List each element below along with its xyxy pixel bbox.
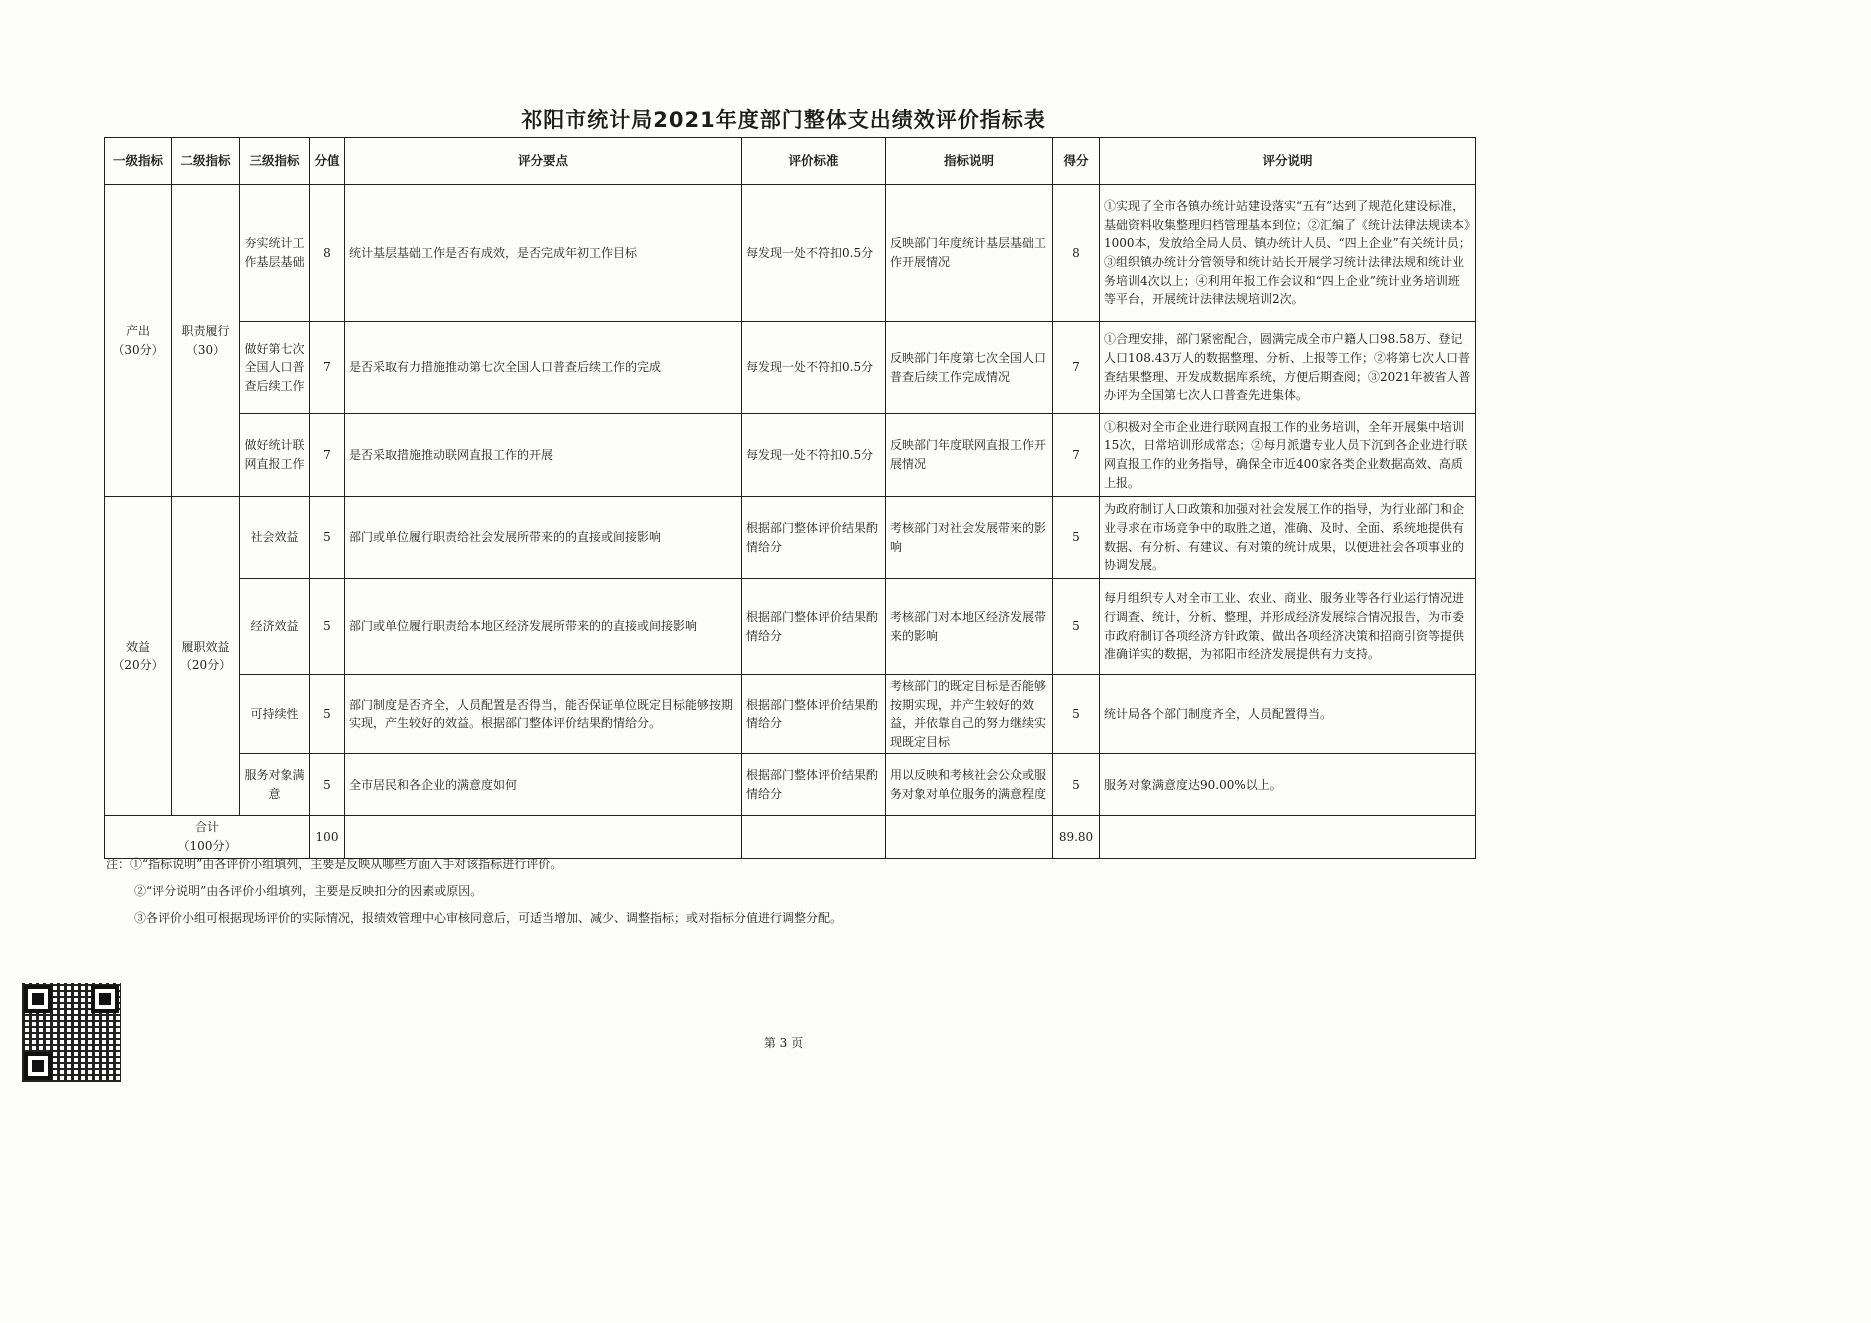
- header-level1: 一级指标: [105, 138, 172, 185]
- total-empty-cell: [742, 816, 886, 858]
- header-standard: 评价标准: [742, 138, 886, 185]
- standard-cell: 每发现一处不符扣0.5分: [742, 414, 886, 497]
- remarks-cell: ①合理安排，部门紧密配合，圆满完成全市户籍人口98.58万、登记人口108.43万人的数据整理、分析、上报等工作；②将第七次人口普查结果整理、开发成数据库系统，方便后期查阅；③2021年被省人普办评为全国第七次人口普查先进集体。: [1100, 322, 1476, 414]
- standard-cell: 每发现一处不符扣0.5分: [742, 185, 886, 322]
- score-value-cell: 8: [310, 185, 345, 322]
- key-points-cell: 部门或单位履行职责给本地区经济发展所带来的的直接或间接影响: [345, 579, 742, 675]
- remarks-cell: ①实现了全市各镇办统计站建设落实“五有”达到了规范化建设标准，基础资料收集整理归档管理基本到位；②汇编了《统计法律法规读本》1000本，发放给全局人员、镇办统计人员、“四上企业”有关统计员；③组织镇办统计分管领导和统计站长开展学习统计法律法规和统计业务培训4次以上；④利用年报工作会议和“四上企业”统计业务培训班等平台，开展统计法律法规培训2次。: [1100, 185, 1476, 322]
- qr-code-icon: [22, 983, 121, 1082]
- performance-indicator-table: [104, 137, 1476, 859]
- table-header-row: [105, 138, 1476, 185]
- remarks-cell: ①积极对全市企业进行联网直报工作的业务培训，全年开展集中培训15次，日常培训形成常态；②每月派遣专业人员下沉到各企业进行联网直报工作的业务指导，确保全市近400家各类企业数据高效、高质上报。: [1100, 414, 1476, 497]
- key-points-cell: 部门或单位履行职责给社会发展所带来的的直接或间接影响: [345, 497, 742, 579]
- level1-benefit: 效益 （20分）: [105, 497, 172, 816]
- score-value-cell: 5: [310, 754, 345, 816]
- table-row: [105, 322, 1476, 414]
- score-cell: 5: [1053, 754, 1100, 816]
- standard-cell: 每发现一处不符扣0.5分: [742, 322, 886, 414]
- table-row: [105, 675, 1476, 754]
- header-key-points: 评分要点: [345, 138, 742, 185]
- level2-performance-benefit: 履职效益 （20分）: [172, 497, 240, 816]
- score-value-cell: 5: [310, 579, 345, 675]
- level3-cell: 做好统计联网直报工作: [240, 414, 310, 497]
- header-level3: 三级指标: [240, 138, 310, 185]
- level1-output: 产出 （30分）: [105, 185, 172, 497]
- level3-cell: 经济效益: [240, 579, 310, 675]
- key-points-cell: 统计基层基础工作是否有成效，是否完成年初工作目标: [345, 185, 742, 322]
- remarks-cell: 服务对象满意度达90.00%以上。: [1100, 754, 1476, 816]
- table-row: [105, 185, 1476, 322]
- standard-cell: 根据部门整体评价结果酌情给分: [742, 675, 886, 754]
- total-score-value: 100: [310, 816, 345, 858]
- level3-cell: 做好第七次全国人口普查后续工作: [240, 322, 310, 414]
- note-2: ②“评分说明”由各评价小组填列，主要是反映扣分的因素或原因。: [134, 884, 483, 898]
- header-remarks: 评分说明: [1100, 138, 1476, 185]
- score-cell: 7: [1053, 322, 1100, 414]
- table-row: [105, 497, 1476, 579]
- score-cell: 8: [1053, 185, 1100, 322]
- standard-cell: 根据部门整体评价结果酌情给分: [742, 497, 886, 579]
- standard-cell: 根据部门整体评价结果酌情给分: [742, 754, 886, 816]
- level3-cell: 可持续性: [240, 675, 310, 754]
- explanation-cell: 用以反映和考核社会公众或服务对象对单位服务的满意程度: [886, 754, 1053, 816]
- note-1: 注：①“指标说明”由各评价小组填列，主要是反映从哪些方面入手对该指标进行评价。: [106, 857, 563, 871]
- remarks-cell: 每月组织专人对全市工业、农业、商业、服务业等各行业运行情况进行调查、统计，分析、整理，并形成经济发展综合情况报告，为市委市政府制订各项经济方针政策、做出各项经济决策和招商引资等提供准确详实的数据，为祁阳市经济发展提供有力支持。: [1100, 579, 1476, 675]
- score-value-cell: 7: [310, 322, 345, 414]
- header-explanation: 指标说明: [886, 138, 1053, 185]
- explanation-cell: 反映部门年度联网直报工作开展情况: [886, 414, 1053, 497]
- score-cell: 5: [1053, 579, 1100, 675]
- key-points-cell: 是否采取措施推动联网直报工作的开展: [345, 414, 742, 497]
- total-empty-cell: [886, 816, 1053, 858]
- score-value-cell: 7: [310, 414, 345, 497]
- explanation-cell: 考核部门对本地区经济发展带来的影响: [886, 579, 1053, 675]
- key-points-cell: 是否采取有力措施推动第七次全国人口普查后续工作的完成: [345, 322, 742, 414]
- key-points-cell: 全市居民和各企业的满意度如何: [345, 754, 742, 816]
- score-cell: 5: [1053, 497, 1100, 579]
- score-value-cell: 5: [310, 497, 345, 579]
- total-label: 合计 （100分）: [105, 816, 310, 858]
- table-row: [105, 579, 1476, 675]
- header-level2: 二级指标: [172, 138, 240, 185]
- level3-cell: 夯实统计工作基层基础: [240, 185, 310, 322]
- explanation-cell: 考核部门的既定目标是否能够按期实现，并产生较好的效益，并依靠自己的努力继续实现既定目标: [886, 675, 1053, 754]
- key-points-cell: 部门制度是否齐全，人员配置是否得当，能否保证单位既定目标能够按期实现，产生较好的效益。根据部门整体评价结果酌情给分。: [345, 675, 742, 754]
- level2-duty: 职责履行 （30）: [172, 185, 240, 497]
- table-row: [105, 414, 1476, 497]
- table-row: [105, 754, 1476, 816]
- explanation-cell: 考核部门对社会发展带来的影响: [886, 497, 1053, 579]
- explanation-cell: 反映部门年度第七次全国人口普查后续工作完成情况: [886, 322, 1053, 414]
- level3-cell: 服务对象满意: [240, 754, 310, 816]
- document-title: 祁阳市统计局2021年度部门整体支出绩效评价指标表: [521, 108, 1046, 132]
- level3-cell: 社会效益: [240, 497, 310, 579]
- header-score: 得分: [1053, 138, 1100, 185]
- score-cell: 7: [1053, 414, 1100, 497]
- score-cell: 5: [1053, 675, 1100, 754]
- total-empty-cell: [1100, 816, 1476, 858]
- standard-cell: 根据部门整体评价结果酌情给分: [742, 579, 886, 675]
- total-row: [105, 816, 1476, 858]
- score-value-cell: 5: [310, 675, 345, 754]
- total-score: 89.80: [1053, 816, 1100, 858]
- remarks-cell: 为政府制订人口政策和加强对社会发展工作的指导，为行业部门和企业寻求在市场竞争中的取胜之道，准确、及时、全面、系统地提供有数据、有分析、有建议、有对策的统计成果，以便进社会各项事业的协调发展。: [1100, 497, 1476, 579]
- remarks-cell: 统计局各个部门制度齐全，人员配置得当。: [1100, 675, 1476, 754]
- total-empty-cell: [345, 816, 742, 858]
- note-3: ③各评价小组可根据现场评价的实际情况，报绩效管理中心审核同意后，可适当增加、减少、调整指标；或对指标分值进行调整分配。: [134, 911, 843, 925]
- header-score-value: 分值: [310, 138, 345, 185]
- page-number: 第 3 页: [763, 1036, 804, 1050]
- explanation-cell: 反映部门年度统计基层基础工作开展情况: [886, 185, 1053, 322]
